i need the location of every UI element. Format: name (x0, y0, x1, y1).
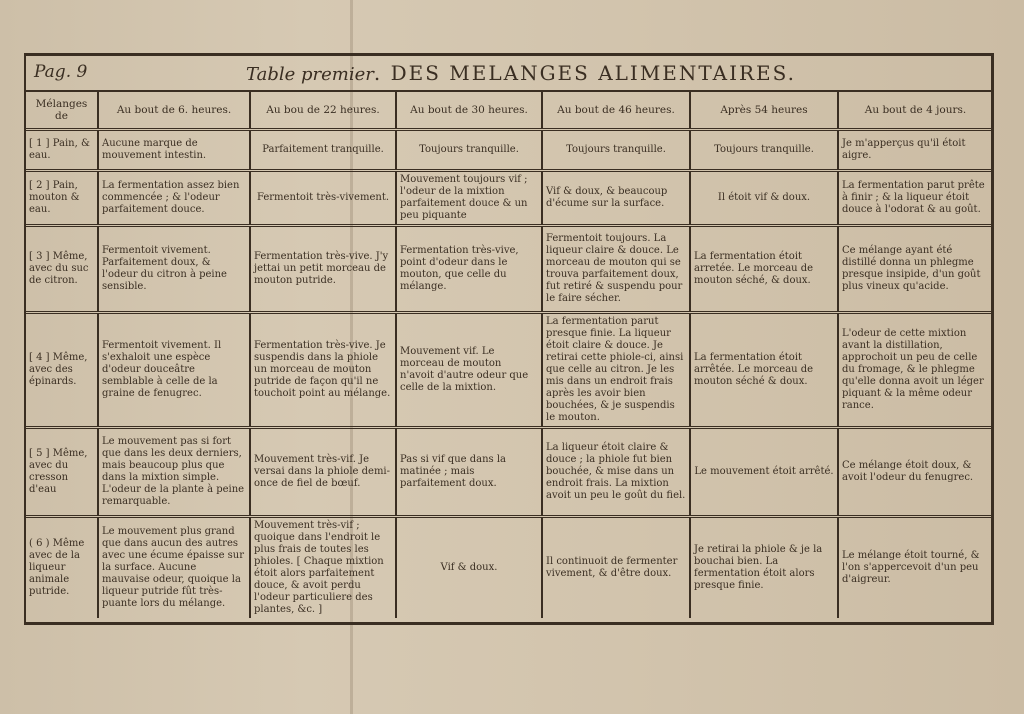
header-row (26, 92, 992, 130)
column-header: Au bout de 6. heures. (98, 92, 250, 130)
title-row (26, 56, 991, 92)
table-cell: Toujours tranquille. (396, 130, 542, 171)
column-header: Au bout de 30 heures. (396, 92, 542, 130)
table-cell: Ce mélange ayant été distillé donna un phlegme presque insipide, d'un goût plus vineux qu'acide. (838, 226, 992, 313)
table-cell: Fermentoit très-vivement. (250, 171, 396, 226)
table-cell: Pas si vif que dans la matinée ; mais parfaitement doux. (396, 428, 542, 517)
title-italic: Table premier (246, 64, 374, 85)
table-cell: [ 3 ] Même, avec du suc de citron. (26, 226, 98, 313)
table-cell: [ 1 ] Pain, & eau. (26, 130, 98, 171)
table-cell: Mouvement très-vif. Je versai dans la phiole demi-once de fiel de bœuf. (250, 428, 396, 517)
column-header: Au bout de 4 jours. (838, 92, 992, 130)
table-cell: Fermentoit vivement. Parfaitement doux, & l'odeur du citron à peine sensible. (98, 226, 250, 313)
table-cell: Le mélange étoit tourné, & l'on s'appercevoit d'un peu d'aigreur. (842, 550, 980, 585)
table-cell: Fermentation très-vive. J'y jettai un petit morceau de mouton putride. (250, 226, 396, 313)
table-cell: La liqueur étoit claire & douce ; la phiole fut bien bouchée, & mise dans un endroit frais. La mixtion avoit un peu le goût du fiel. (542, 428, 690, 517)
table-cell: Il continuoit de fermenter vivement, & d'être doux. (542, 517, 690, 619)
title-main: . DES MELANGES ALIMENTAIRES. (373, 61, 797, 85)
table-cell: Je m'apperçus qu'il étoit aigre. (838, 130, 992, 171)
table-cell: Toujours tranquille. (542, 130, 690, 171)
table-cell: La fermentation assez bien commencée ; & l'odeur parfaitement douce. (98, 171, 250, 226)
table-cell: [ 4 ] Même, avec des épinards. (26, 313, 98, 428)
table-cell: Fermentoit toujours. La liqueur claire & douce. Le morceau de mouton qui se trouva parfaitement doux, fut retiré & suspendu pour le faire sécher. (542, 226, 690, 313)
table-row (26, 226, 992, 313)
table-cell: Mouvement vif. Le morceau de mouton n'avoit d'autre odeur que celle de la mixtion. (396, 313, 542, 428)
table-cell: Le mouvement étoit arrêté. (690, 428, 838, 517)
table-cell: [ 2 ] Pain, mouton & eau. (26, 171, 98, 226)
table-cell: ( 6 ) Même avec de la liqueur animale putride. (26, 517, 98, 619)
table-row (26, 130, 992, 171)
table-row (26, 428, 992, 517)
table-frame (24, 53, 994, 625)
table-cell: Il étoit vif & doux. (690, 171, 838, 226)
table-cell: Ce mélange étoit doux, & avoit l'odeur du fenugrec. (838, 428, 992, 517)
table-cell: Parfaitement tranquille. (250, 130, 396, 171)
table-cell: Mouvement toujours vif ; l'odeur de la mixtion parfaitement douce & un peu piquante (396, 171, 542, 226)
column-header: Après 54 heures (690, 92, 838, 130)
table-row (26, 313, 992, 428)
table-cell: Le mouvement pas si fort que dans les deux derniers, mais beaucoup plus que dans la mixtion simple. L'odeur de la plante à peine remarquable. (98, 428, 250, 517)
table-cell: La fermentation parut presque finie. La liqueur étoit claire & douce. Je retirai cette phiole-ci, ainsi que celle au citron. Je les mis dans un endroit frais après les avoir bien bouchées, & je suspendis le mouton. (542, 313, 690, 428)
table-cell: Vif & doux. (396, 517, 542, 619)
column-header: Au bou de 22 heures. (250, 92, 396, 130)
melanges-table (26, 92, 992, 618)
table-cell: Toujours tranquille. (690, 130, 838, 171)
table-cell: Aucune marque de mouvement intestin. (98, 130, 250, 171)
table-cell: Fermentation très-vive, point d'odeur dans le mouton, que celle du mélange. (396, 226, 542, 313)
column-header: Mélanges de (26, 92, 98, 130)
table-cell: Mouvement très-vif ; quoique dans l'endroit le plus frais de toutes les phioles. [ Chaque mixtion étoit alors parfaitement douce, & avoit perdu l'odeur particuliere des plantes, &c. ] (250, 517, 396, 619)
table-cell: Le mouvement plus grand que dans aucun des autres avec une écume épaisse sur la surface. Aucune mauvaise odeur, quoique la liqueur putride fût très-puante lors du mélange. (98, 517, 250, 619)
table-cell: [ 5 ] Même, avec du cresson d'eau (26, 428, 98, 517)
table-row (26, 171, 992, 226)
column-header: Au bout de 46 heures. (542, 92, 690, 130)
page-number: Pag. 9 (34, 62, 88, 82)
table-cell: Fermentoit vivement. Il s'exhaloit une espèce d'odeur douceâtre semblable à celle de la graine de fenugrec. (98, 313, 250, 428)
table-cell: La fermentation étoit arretée. Le morceau de mouton séché, & doux. (690, 226, 838, 313)
table-cell: Je retirai la phiole & je la bouchai bien. La fermentation étoit alors presque finie. (690, 517, 838, 619)
table-cell: La fermentation étoit arrêtée. Le morceau de mouton séché & doux. (690, 313, 838, 428)
table-cell: L'odeur de cette mixtion avant la distillation, approchoit un peu de celle du fromage, & le phlegme qu'elle donna avoit un léger piquant & la même odeur rance. (838, 313, 992, 428)
table-row (26, 517, 992, 619)
table-cell: Vif & doux, & beaucoup d'écume sur la surface. (542, 171, 690, 226)
table-cell: Fermentation très-vive. Je suspendis dans la phiole un morceau de mouton putride de façon qu'il ne touchoit point au mélange. (250, 313, 396, 428)
table-cell: La fermentation parut prête à finir ; & la liqueur étoit douce à l'odorat & au goût. (838, 171, 992, 226)
page-title (246, 61, 796, 85)
